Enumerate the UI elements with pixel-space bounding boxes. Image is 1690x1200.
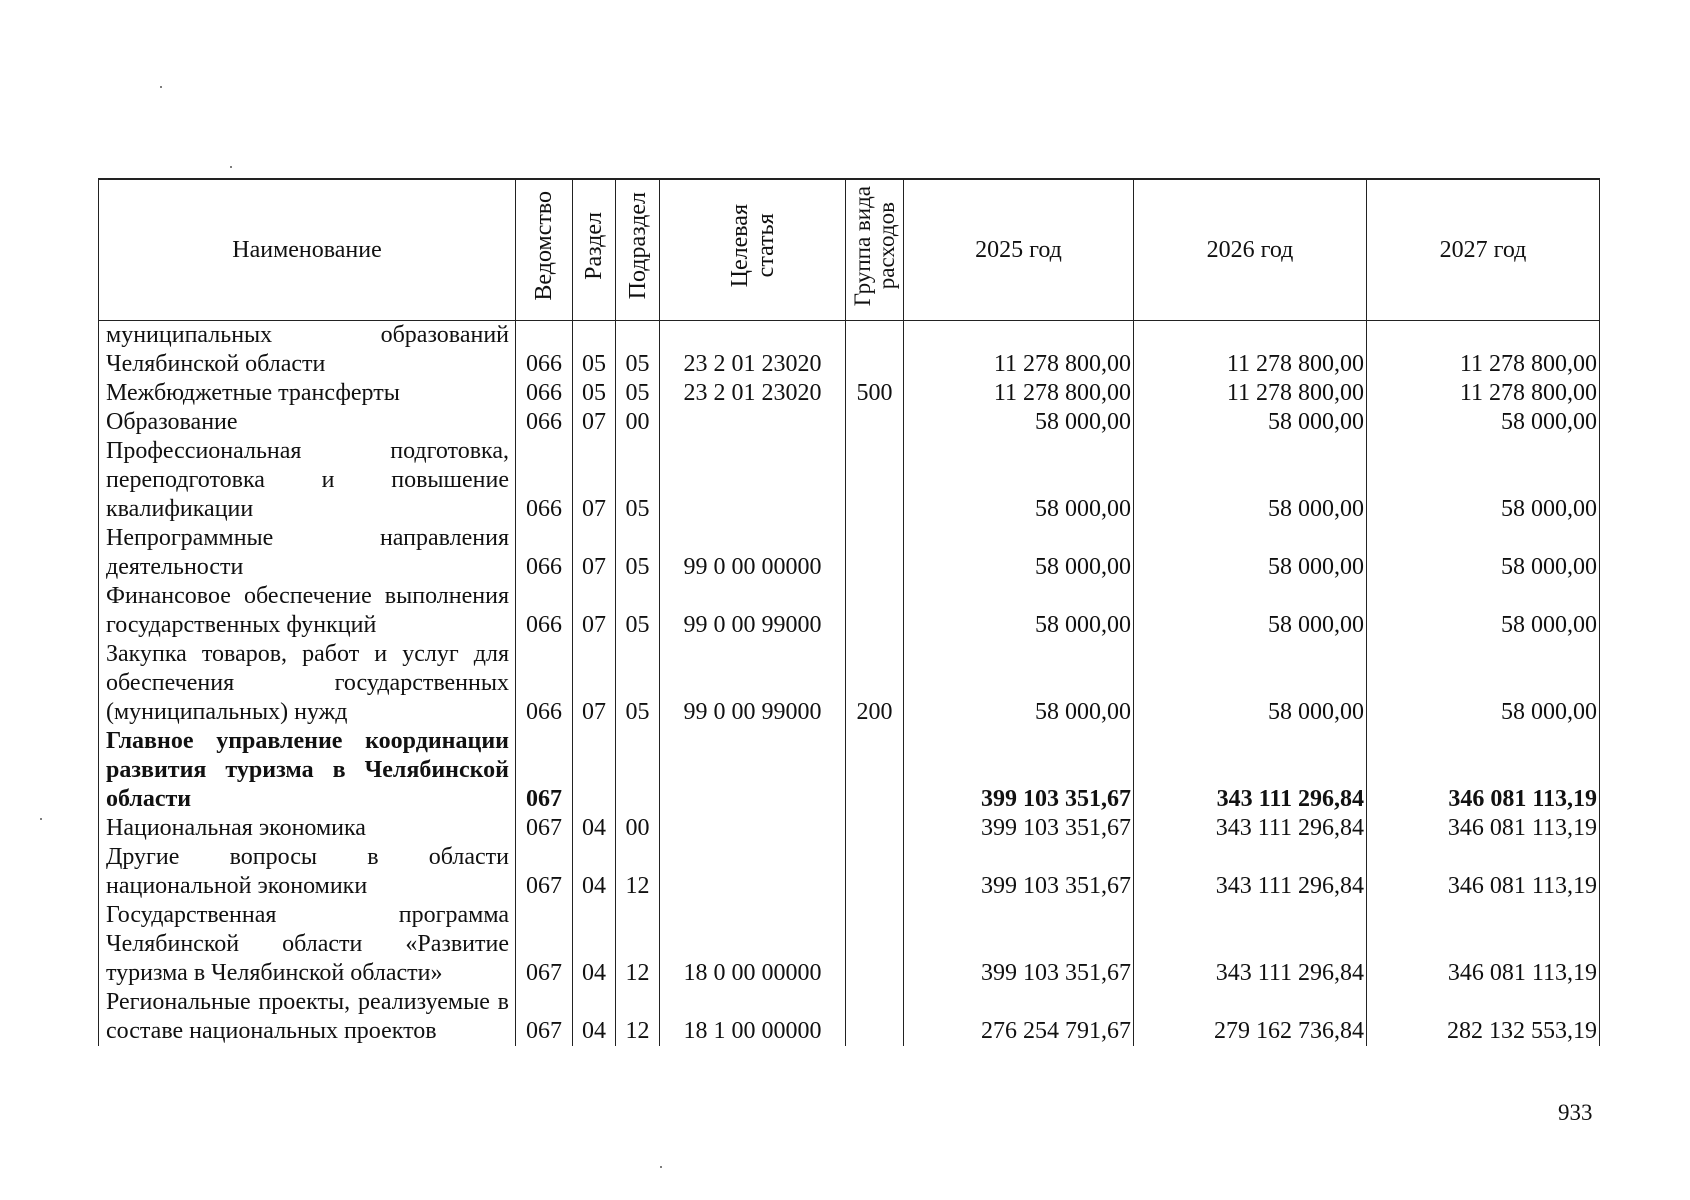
cell-razdel: 07 [573, 524, 616, 582]
cell-podrazdel: 05 [616, 640, 660, 727]
cell-vedomstvo: 067 [516, 727, 573, 814]
table-row [99, 582, 1600, 640]
cell-vedomstvo: 067 [516, 843, 573, 901]
cell-celevaya-statya [660, 727, 846, 814]
cell-razdel: 04 [573, 814, 616, 843]
header-year-2027: 2027 год [1367, 179, 1600, 321]
cell-razdel: 07 [573, 640, 616, 727]
cell-amount-2026: 58 000,00 [1134, 408, 1367, 437]
cell-amount-2027: 346 081 113,19 [1367, 814, 1600, 843]
scan-speck [230, 166, 232, 168]
cell-celevaya-statya: 99 0 00 00000 [660, 524, 846, 582]
header-name: Наименование [99, 179, 516, 321]
cell-podrazdel: 12 [616, 988, 660, 1046]
cell-podrazdel [616, 727, 660, 814]
table-row [99, 408, 1600, 437]
cell-gruppa-vida-rashodov [846, 582, 904, 640]
table-row [99, 640, 1600, 727]
table-row [99, 988, 1600, 1046]
cell-name: Межбюджетные трансферты [99, 379, 516, 408]
cell-amount-2026: 11 278 800,00 [1134, 321, 1367, 380]
cell-amount-2025: 399 103 351,67 [904, 843, 1134, 901]
cell-razdel [573, 727, 616, 814]
cell-razdel: 04 [573, 901, 616, 988]
cell-amount-2026: 58 000,00 [1134, 640, 1367, 727]
cell-celevaya-statya: 18 0 00 00000 [660, 901, 846, 988]
cell-name: Главное управление координации развития туризма в Челябинской области [99, 727, 516, 814]
header-celevaya-line1: Целевая [726, 204, 753, 288]
cell-razdel: 07 [573, 582, 616, 640]
cell-razdel: 04 [573, 988, 616, 1046]
cell-gruppa-vida-rashodov [846, 843, 904, 901]
header-gruppa-line2: расходов [873, 202, 899, 290]
cell-podrazdel: 00 [616, 814, 660, 843]
cell-amount-2027: 58 000,00 [1367, 524, 1600, 582]
header-year-2025: 2025 год [904, 179, 1134, 321]
cell-name: Финансовое обеспечение выполнения государственных функций [99, 582, 516, 640]
cell-vedomstvo: 067 [516, 814, 573, 843]
cell-gruppa-vida-rashodov: 500 [846, 379, 904, 408]
cell-vedomstvo: 066 [516, 582, 573, 640]
cell-vedomstvo: 066 [516, 640, 573, 727]
cell-amount-2026: 343 111 296,84 [1134, 843, 1367, 901]
table-row [99, 843, 1600, 901]
cell-amount-2027: 58 000,00 [1367, 640, 1600, 727]
cell-celevaya-statya: 99 0 00 99000 [660, 640, 846, 727]
table-body [99, 321, 1600, 1047]
table-row [99, 814, 1600, 843]
header-gruppa-vida-rashodov [846, 179, 904, 321]
cell-name: Государственная программа Челябинской области «Развитие туризма в Челябинской области» [99, 901, 516, 988]
cell-amount-2027: 346 081 113,19 [1367, 727, 1600, 814]
cell-name: Другие вопросы в области национальной экономики [99, 843, 516, 901]
cell-name: Непрограммные направления деятельности [99, 524, 516, 582]
cell-amount-2025: 58 000,00 [904, 524, 1134, 582]
scan-speck [40, 818, 42, 820]
cell-podrazdel: 05 [616, 582, 660, 640]
cell-razdel: 07 [573, 408, 616, 437]
cell-gruppa-vida-rashodov [846, 321, 904, 380]
budget-table-container [98, 178, 1600, 1046]
cell-gruppa-vida-rashodov [846, 524, 904, 582]
cell-gruppa-vida-rashodov [846, 988, 904, 1046]
table-row [99, 727, 1600, 814]
cell-vedomstvo: 066 [516, 524, 573, 582]
cell-amount-2025: 276 254 791,67 [904, 988, 1134, 1046]
cell-amount-2025: 399 103 351,67 [904, 727, 1134, 814]
cell-gruppa-vida-rashodov [846, 901, 904, 988]
cell-name: муниципальных образований Челябинской области [99, 321, 516, 380]
cell-amount-2025: 58 000,00 [904, 640, 1134, 727]
cell-amount-2027: 346 081 113,19 [1367, 901, 1600, 988]
cell-amount-2026: 343 111 296,84 [1134, 727, 1367, 814]
cell-name: Образование [99, 408, 516, 437]
cell-vedomstvo: 066 [516, 321, 573, 380]
scan-speck [660, 1166, 662, 1168]
budget-table [98, 178, 1600, 1046]
cell-razdel: 05 [573, 321, 616, 380]
cell-amount-2025: 399 103 351,67 [904, 814, 1134, 843]
cell-amount-2026: 343 111 296,84 [1134, 814, 1367, 843]
cell-vedomstvo: 066 [516, 408, 573, 437]
cell-celevaya-statya [660, 843, 846, 901]
cell-gruppa-vida-rashodov [846, 727, 904, 814]
table-row [99, 321, 1600, 380]
header-celevaya-statya [660, 179, 846, 321]
cell-amount-2026: 11 278 800,00 [1134, 379, 1367, 408]
cell-gruppa-vida-rashodov [846, 814, 904, 843]
cell-razdel: 05 [573, 379, 616, 408]
cell-amount-2026: 58 000,00 [1134, 524, 1367, 582]
table-row [99, 524, 1600, 582]
cell-razdel: 07 [573, 437, 616, 524]
cell-amount-2025: 399 103 351,67 [904, 901, 1134, 988]
header-year-2026: 2026 год [1134, 179, 1367, 321]
cell-celevaya-statya [660, 408, 846, 437]
header-vedomstvo: Ведомство [516, 179, 573, 321]
cell-amount-2025: 58 000,00 [904, 408, 1134, 437]
scan-speck [160, 86, 162, 88]
cell-name: Профессиональная подготовка, переподготовка и повышение квалификации [99, 437, 516, 524]
header-razdel: Раздел [573, 179, 616, 321]
cell-name: Закупка товаров, работ и услуг для обеспечения государственных (муниципальных) нужд [99, 640, 516, 727]
page-number: 933 [1558, 1100, 1593, 1125]
cell-amount-2027: 58 000,00 [1367, 408, 1600, 437]
cell-gruppa-vida-rashodov: 200 [846, 640, 904, 727]
cell-podrazdel: 05 [616, 437, 660, 524]
cell-celevaya-statya: 99 0 00 99000 [660, 582, 846, 640]
cell-vedomstvo: 066 [516, 379, 573, 408]
cell-amount-2027: 11 278 800,00 [1367, 321, 1600, 380]
cell-amount-2027: 58 000,00 [1367, 582, 1600, 640]
table-row [99, 437, 1600, 524]
cell-amount-2025: 11 278 800,00 [904, 379, 1134, 408]
cell-amount-2027: 11 278 800,00 [1367, 379, 1600, 408]
cell-celevaya-statya: 23 2 01 23020 [660, 321, 846, 380]
header-celevaya-line2: статья [752, 214, 779, 278]
table-row [99, 379, 1600, 408]
cell-vedomstvo: 067 [516, 988, 573, 1046]
cell-amount-2026: 58 000,00 [1134, 437, 1367, 524]
cell-podrazdel: 05 [616, 379, 660, 408]
cell-vedomstvo: 066 [516, 437, 573, 524]
cell-celevaya-statya [660, 437, 846, 524]
cell-amount-2026: 279 162 736,84 [1134, 988, 1367, 1046]
cell-amount-2026: 343 111 296,84 [1134, 901, 1367, 988]
cell-podrazdel: 05 [616, 321, 660, 380]
table-row [99, 901, 1600, 988]
cell-vedomstvo: 067 [516, 901, 573, 988]
header-podrazdel: Подраздел [616, 179, 660, 321]
cell-amount-2027: 282 132 553,19 [1367, 988, 1600, 1046]
cell-amount-2027: 58 000,00 [1367, 437, 1600, 524]
cell-amount-2025: 11 278 800,00 [904, 321, 1134, 380]
cell-amount-2025: 58 000,00 [904, 582, 1134, 640]
cell-celevaya-statya: 18 1 00 00000 [660, 988, 846, 1046]
header-gruppa-line1: Группа вида [849, 185, 875, 307]
table-header [99, 179, 1600, 321]
cell-gruppa-vida-rashodov [846, 437, 904, 524]
cell-amount-2026: 58 000,00 [1134, 582, 1367, 640]
cell-amount-2027: 346 081 113,19 [1367, 843, 1600, 901]
cell-celevaya-statya [660, 814, 846, 843]
cell-celevaya-statya: 23 2 01 23020 [660, 379, 846, 408]
cell-razdel: 04 [573, 843, 616, 901]
cell-podrazdel: 05 [616, 524, 660, 582]
cell-amount-2025: 58 000,00 [904, 437, 1134, 524]
cell-name: Региональные проекты, реализуемые в составе национальных проектов [99, 988, 516, 1046]
cell-podrazdel: 00 [616, 408, 660, 437]
cell-name: Национальная экономика [99, 814, 516, 843]
cell-podrazdel: 12 [616, 843, 660, 901]
cell-gruppa-vida-rashodov [846, 408, 904, 437]
cell-podrazdel: 12 [616, 901, 660, 988]
